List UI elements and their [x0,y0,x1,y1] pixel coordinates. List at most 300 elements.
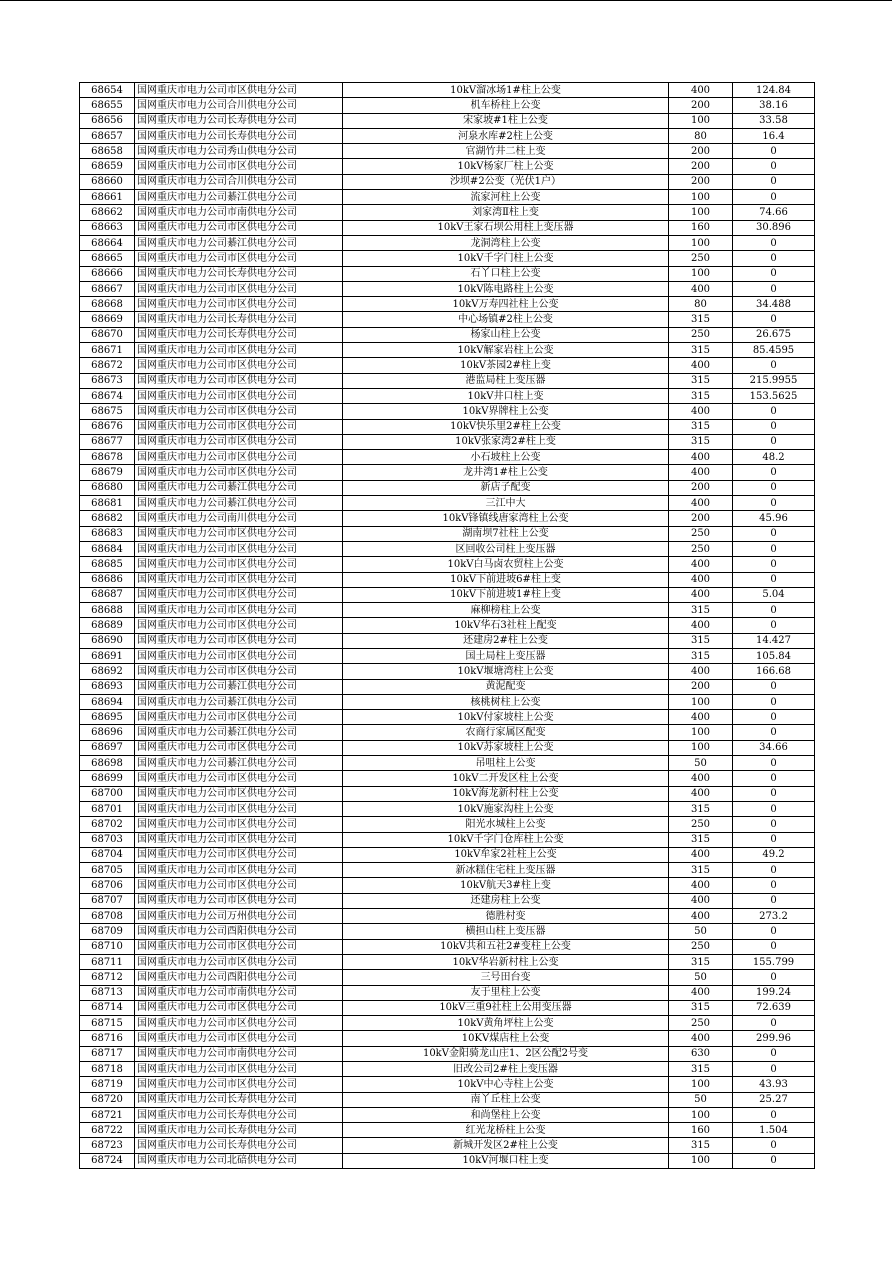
capacity-cell: 250 [669,327,733,342]
company-cell: 国网重庆市电力公司市区供电分公司 [135,878,343,893]
company-cell: 国网重庆市电力公司市区供电分公司 [135,419,343,434]
company-cell: 国网重庆市电力公司市区供电分公司 [135,388,343,403]
capacity-cell: 400 [669,281,733,296]
row-id-cell: 68721 [80,1107,135,1122]
capacity-cell: 50 [669,1092,733,1107]
capacity-cell: 400 [669,572,733,587]
value-cell: 0 [733,618,815,633]
transformer-name-cell: 10kV井口柱上变 [343,388,669,403]
table-row [80,924,815,939]
company-cell: 国网重庆市电力公司綦江供电分公司 [135,694,343,709]
row-id-cell: 68687 [80,587,135,602]
row-id-cell: 68669 [80,312,135,327]
company-cell: 国网重庆市电力公司市区供电分公司 [135,801,343,816]
value-cell: 0 [733,1107,815,1122]
table-row [80,450,815,465]
value-cell: 0 [733,1138,815,1153]
value-cell: 0 [733,572,815,587]
table-row [80,419,815,434]
transformer-name-cell: 10kV溜冰场1#柱上公变 [343,83,669,98]
value-cell: 25.27 [733,1092,815,1107]
table-row [80,373,815,388]
table-row [80,1092,815,1107]
capacity-cell: 250 [669,817,733,832]
value-cell: 43.93 [733,1077,815,1092]
table-row [80,174,815,189]
value-cell: 0 [733,863,815,878]
table-row [80,235,815,250]
capacity-cell: 200 [669,174,733,189]
value-cell: 0 [733,159,815,174]
row-id-cell: 68662 [80,205,135,220]
capacity-cell: 50 [669,924,733,939]
value-cell: 49.2 [733,847,815,862]
capacity-cell: 315 [669,388,733,403]
value-cell: 0 [733,1062,815,1077]
value-cell: 166.68 [733,664,815,679]
company-cell: 国网重庆市电力公司市区供电分公司 [135,526,343,541]
capacity-cell: 160 [669,220,733,235]
capacity-cell: 50 [669,970,733,985]
transformer-name-cell: 还建房2#柱上公变 [343,633,669,648]
value-cell: 105.84 [733,648,815,663]
company-cell: 国网重庆市电力公司市区供电分公司 [135,648,343,663]
capacity-cell: 400 [669,771,733,786]
company-cell: 国网重庆市电力公司市区供电分公司 [135,343,343,358]
row-id-cell: 68693 [80,679,135,694]
value-cell: 0 [733,190,815,205]
company-cell: 国网重庆市电力公司市区供电分公司 [135,404,343,419]
company-cell: 国网重庆市电力公司市区供电分公司 [135,832,343,847]
value-cell: 72.639 [733,1000,815,1015]
table-row [80,404,815,419]
company-cell: 国网重庆市电力公司綦江供电分公司 [135,496,343,511]
transformer-name-cell: 石丫口柱上公变 [343,266,669,281]
company-cell: 国网重庆市电力公司市区供电分公司 [135,893,343,908]
transformer-name-cell: 10kV施家沟柱上公变 [343,801,669,816]
row-id-cell: 68671 [80,343,135,358]
value-cell: 16.4 [733,128,815,143]
table-row [80,817,815,832]
transformer-name-cell: 10kV下前进坡1#柱上变 [343,587,669,602]
company-cell: 国网重庆市电力公司市区供电分公司 [135,740,343,755]
table-row [80,1046,815,1061]
capacity-cell: 100 [669,205,733,220]
capacity-cell: 100 [669,1077,733,1092]
capacity-cell: 400 [669,786,733,801]
row-id-cell: 68658 [80,144,135,159]
value-cell: 0 [733,679,815,694]
company-cell: 国网重庆市电力公司市区供电分公司 [135,572,343,587]
row-id-cell: 68690 [80,633,135,648]
table-row [80,740,815,755]
capacity-cell: 400 [669,909,733,924]
company-cell: 国网重庆市电力公司市区供电分公司 [135,297,343,312]
transformer-name-cell: 10kV王家石坝公用柱上变压器 [343,220,669,235]
transformer-name-cell: 刘家湾Ⅱ柱上变 [343,205,669,220]
table-row [80,511,815,526]
capacity-cell: 100 [669,1107,733,1122]
transformer-name-cell: 10kV下前进坡6#柱上变 [343,572,669,587]
transformer-name-cell: 吊咀柱上公变 [343,756,669,771]
row-id-cell: 68722 [80,1123,135,1138]
row-id-cell: 68694 [80,694,135,709]
value-cell: 85.4595 [733,343,815,358]
row-id-cell: 68709 [80,924,135,939]
capacity-cell: 315 [669,603,733,618]
row-id-cell: 68689 [80,618,135,633]
table-row [80,113,815,128]
company-cell: 国网重庆市电力公司綦江供电分公司 [135,235,343,250]
company-cell: 国网重庆市电力公司长寿供电分公司 [135,327,343,342]
capacity-cell: 80 [669,128,733,143]
transformer-name-cell: 新冰糕住宅柱上变压器 [343,863,669,878]
value-cell: 14.427 [733,633,815,648]
company-cell: 国网重庆市电力公司綦江供电分公司 [135,190,343,205]
company-cell: 国网重庆市电力公司綦江供电分公司 [135,480,343,495]
row-id-cell: 68654 [80,83,135,98]
row-id-cell: 68724 [80,1153,135,1168]
company-cell: 国网重庆市电力公司市区供电分公司 [135,954,343,969]
company-cell: 国网重庆市电力公司市区供电分公司 [135,159,343,174]
company-cell: 国网重庆市电力公司市区供电分公司 [135,1077,343,1092]
capacity-cell: 400 [669,893,733,908]
capacity-cell: 315 [669,1000,733,1015]
value-cell: 153.5625 [733,388,815,403]
table-row [80,480,815,495]
value-cell: 34.488 [733,297,815,312]
company-cell: 国网重庆市电力公司市区供电分公司 [135,220,343,235]
transformer-name-cell: 麻柳榜柱上公变 [343,603,669,618]
row-id-cell: 68691 [80,648,135,663]
table-row [80,343,815,358]
transformer-name-cell: 10kV黄角坪柱上公变 [343,1016,669,1031]
company-cell: 国网重庆市电力公司南川供电分公司 [135,511,343,526]
value-cell: 34.66 [733,740,815,755]
value-cell: 0 [733,526,815,541]
row-id-cell: 68676 [80,419,135,434]
capacity-cell: 630 [669,1046,733,1061]
company-cell: 国网重庆市电力公司市区供电分公司 [135,465,343,480]
value-cell: 0 [733,496,815,511]
company-cell: 国网重庆市电力公司长寿供电分公司 [135,1123,343,1138]
value-cell: 30.896 [733,220,815,235]
table-row [80,985,815,1000]
value-cell: 0 [733,893,815,908]
row-id-cell: 68711 [80,954,135,969]
value-cell: 0 [733,771,815,786]
capacity-cell: 400 [669,847,733,862]
capacity-cell: 315 [669,1138,733,1153]
table-row [80,939,815,954]
row-id-cell: 68710 [80,939,135,954]
transformer-name-cell: 区回收公司柱上变压器 [343,541,669,556]
value-cell: 0 [733,465,815,480]
row-id-cell: 68700 [80,786,135,801]
capacity-cell: 400 [669,618,733,633]
transformer-name-cell: 和尚堡柱上公变 [343,1107,669,1122]
capacity-cell: 100 [669,235,733,250]
row-id-cell: 68703 [80,832,135,847]
value-cell: 45.96 [733,511,815,526]
company-cell: 国网重庆市电力公司合川供电分公司 [135,174,343,189]
value-cell: 0 [733,174,815,189]
company-cell: 国网重庆市电力公司市南供电分公司 [135,205,343,220]
company-cell: 国网重庆市电力公司市区供电分公司 [135,251,343,266]
table-row [80,1107,815,1122]
table-row [80,205,815,220]
value-cell: 273.2 [733,909,815,924]
company-cell: 国网重庆市电力公司市区供电分公司 [135,817,343,832]
row-id-cell: 68686 [80,572,135,587]
row-id-cell: 68701 [80,801,135,816]
company-cell: 国网重庆市电力公司市南供电分公司 [135,985,343,1000]
transformer-name-cell: 湖南坝7社柱上公变 [343,526,669,541]
table-row [80,909,815,924]
row-id-cell: 68680 [80,480,135,495]
table-row [80,970,815,985]
transformer-name-cell: 阳光水城柱上公变 [343,817,669,832]
table-row [80,603,815,618]
table-row [80,358,815,373]
capacity-cell: 400 [669,1031,733,1046]
transformer-name-cell: 核桃树柱上公变 [343,694,669,709]
value-cell: 0 [733,281,815,296]
row-id-cell: 68692 [80,664,135,679]
capacity-cell: 100 [669,1153,733,1168]
table-row [80,771,815,786]
table-row [80,954,815,969]
capacity-cell: 315 [669,863,733,878]
value-cell: 0 [733,251,815,266]
transformer-name-cell: 10kV千字门仓库柱上公变 [343,832,669,847]
transformer-name-cell: 10kV海龙新村柱上公变 [343,786,669,801]
company-cell: 国网重庆市电力公司市区供电分公司 [135,664,343,679]
capacity-cell: 250 [669,251,733,266]
row-id-cell: 68667 [80,281,135,296]
capacity-cell: 315 [669,633,733,648]
capacity-cell: 200 [669,480,733,495]
capacity-cell: 400 [669,710,733,725]
capacity-cell: 315 [669,648,733,663]
row-id-cell: 68661 [80,190,135,205]
table-row [80,1062,815,1077]
transformer-name-cell: 三号田台变 [343,970,669,985]
company-cell: 国网重庆市电力公司市区供电分公司 [135,847,343,862]
value-cell: 299.96 [733,1031,815,1046]
capacity-cell: 250 [669,1016,733,1031]
company-cell: 国网重庆市电力公司市区供电分公司 [135,618,343,633]
company-cell: 国网重庆市电力公司市区供电分公司 [135,1031,343,1046]
company-cell: 国网重庆市电力公司长寿供电分公司 [135,266,343,281]
row-id-cell: 68679 [80,465,135,480]
value-cell: 0 [733,725,815,740]
value-cell: 0 [733,144,815,159]
transformer-name-cell: 10kV华岩新村柱上公变 [343,954,669,969]
table-row [80,587,815,602]
table-row [80,1153,815,1168]
transformer-name-cell: 南丫丘柱上公变 [343,1092,669,1107]
transformer-name-cell: 旧改公司2#柱上变压器 [343,1062,669,1077]
capacity-cell: 200 [669,159,733,174]
table-row [80,679,815,694]
value-cell: 0 [733,1153,815,1168]
table-row [80,496,815,511]
table-row [80,526,815,541]
table-row [80,465,815,480]
value-cell: 0 [733,970,815,985]
capacity-cell: 100 [669,694,733,709]
row-id-cell: 68677 [80,434,135,449]
row-id-cell: 68696 [80,725,135,740]
transformer-name-cell: 10kV二开发区柱上公变 [343,771,669,786]
table-row [80,832,815,847]
table-row [80,190,815,205]
row-id-cell: 68657 [80,128,135,143]
transformer-name-cell: 国土局柱上变压器 [343,648,669,663]
transformer-name-cell: 港监局柱上变压器 [343,373,669,388]
company-cell: 国网重庆市电力公司市区供电分公司 [135,603,343,618]
value-cell: 0 [733,1046,815,1061]
company-cell: 国网重庆市电力公司长寿供电分公司 [135,128,343,143]
value-cell: 0 [733,878,815,893]
row-id-cell: 68668 [80,297,135,312]
capacity-cell: 400 [669,358,733,373]
transformer-name-cell: 龙洞湾柱上公变 [343,235,669,250]
table-row [80,1138,815,1153]
capacity-cell: 400 [669,465,733,480]
row-id-cell: 68714 [80,1000,135,1015]
company-cell: 国网重庆市电力公司市区供电分公司 [135,1000,343,1015]
company-cell: 国网重庆市电力公司市区供电分公司 [135,557,343,572]
value-cell: 0 [733,541,815,556]
value-cell: 0 [733,480,815,495]
company-cell: 国网重庆市电力公司市南供电分公司 [135,1046,343,1061]
capacity-cell: 200 [669,511,733,526]
company-cell: 国网重庆市电力公司长寿供电分公司 [135,113,343,128]
transformer-name-cell: 德胜村变 [343,909,669,924]
capacity-cell: 315 [669,434,733,449]
table-row [80,266,815,281]
capacity-cell: 80 [669,297,733,312]
value-cell: 0 [733,358,815,373]
row-id-cell: 68717 [80,1046,135,1061]
value-cell: 26.675 [733,327,815,342]
value-cell: 0 [733,924,815,939]
capacity-cell: 200 [669,98,733,113]
capacity-cell: 50 [669,756,733,771]
transformer-name-cell: 10kV航天3#柱上变 [343,878,669,893]
capacity-cell: 400 [669,450,733,465]
row-id-cell: 68684 [80,541,135,556]
table-row [80,312,815,327]
company-cell: 国网重庆市电力公司綦江供电分公司 [135,725,343,740]
table-row [80,144,815,159]
company-cell: 国网重庆市电力公司市区供电分公司 [135,771,343,786]
company-cell: 国网重庆市电力公司北碚供电分公司 [135,1153,343,1168]
company-cell: 国网重庆市电力公司市区供电分公司 [135,1016,343,1031]
transformer-name-cell: 杨家山柱上公变 [343,327,669,342]
row-id-cell: 68683 [80,526,135,541]
company-cell: 国网重庆市电力公司綦江供电分公司 [135,679,343,694]
table-row [80,434,815,449]
transformer-name-cell: 10kV华石3社柱上配变 [343,618,669,633]
value-cell: 215.9955 [733,373,815,388]
transformer-name-cell: 黄泥配变 [343,679,669,694]
company-cell: 国网重庆市电力公司市区供电分公司 [135,434,343,449]
value-cell: 124.84 [733,83,815,98]
company-cell: 国网重庆市电力公司长寿供电分公司 [135,1092,343,1107]
transformer-name-cell: 新店子配变 [343,480,669,495]
transformer-name-cell: 10kV陈电路柱上公变 [343,281,669,296]
company-cell: 国网重庆市电力公司长寿供电分公司 [135,1138,343,1153]
row-id-cell: 68702 [80,817,135,832]
capacity-cell: 315 [669,343,733,358]
row-id-cell: 68715 [80,1016,135,1031]
capacity-cell: 160 [669,1123,733,1138]
transformer-name-cell: 10kV杨家厂柱上公变 [343,159,669,174]
capacity-cell: 250 [669,526,733,541]
transformer-name-cell: 10kV千字门柱上公变 [343,251,669,266]
row-id-cell: 68655 [80,98,135,113]
row-id-cell: 68720 [80,1092,135,1107]
table-row [80,128,815,143]
capacity-cell: 315 [669,832,733,847]
transformer-name-cell: 10kV苏家坡柱上公变 [343,740,669,755]
transformer-name-cell: 10kV茶园2#柱上变 [343,358,669,373]
value-cell: 48.2 [733,450,815,465]
transformer-name-cell: 10kV金阳骑龙山庄1、2区公配2号变 [343,1046,669,1061]
row-id-cell: 68659 [80,159,135,174]
value-cell: 155.799 [733,954,815,969]
row-id-cell: 68660 [80,174,135,189]
value-cell: 0 [733,312,815,327]
table-row [80,618,815,633]
row-id-cell: 68712 [80,970,135,985]
row-id-cell: 68675 [80,404,135,419]
transformer-name-cell: 10KV煤店柱上公变 [343,1031,669,1046]
table-row [80,327,815,342]
row-id-cell: 68665 [80,251,135,266]
capacity-cell: 100 [669,725,733,740]
company-cell: 国网重庆市电力公司秀山供电分公司 [135,144,343,159]
transformer-name-cell: 官湖竹井二柱上变 [343,144,669,159]
table-row [80,725,815,740]
row-id-cell: 68713 [80,985,135,1000]
row-id-cell: 68707 [80,893,135,908]
table-row [80,541,815,556]
value-cell: 0 [733,557,815,572]
row-id-cell: 68681 [80,496,135,511]
transformer-name-cell: 10kV付家坡柱上公变 [343,710,669,725]
value-cell: 0 [733,756,815,771]
company-cell: 国网重庆市电力公司市区供电分公司 [135,939,343,954]
row-id-cell: 68699 [80,771,135,786]
company-cell: 国网重庆市电力公司市区供电分公司 [135,587,343,602]
table-row [80,572,815,587]
row-id-cell: 68656 [80,113,135,128]
row-id-cell: 68666 [80,266,135,281]
row-id-cell: 68674 [80,388,135,403]
capacity-cell: 100 [669,266,733,281]
table-row [80,878,815,893]
value-cell: 5.04 [733,587,815,602]
transformer-name-cell: 10kV锋镇线唐家湾柱上公变 [343,511,669,526]
company-cell: 国网重庆市电力公司市区供电分公司 [135,710,343,725]
row-id-cell: 68673 [80,373,135,388]
table-row [80,281,815,296]
value-cell: 0 [733,817,815,832]
